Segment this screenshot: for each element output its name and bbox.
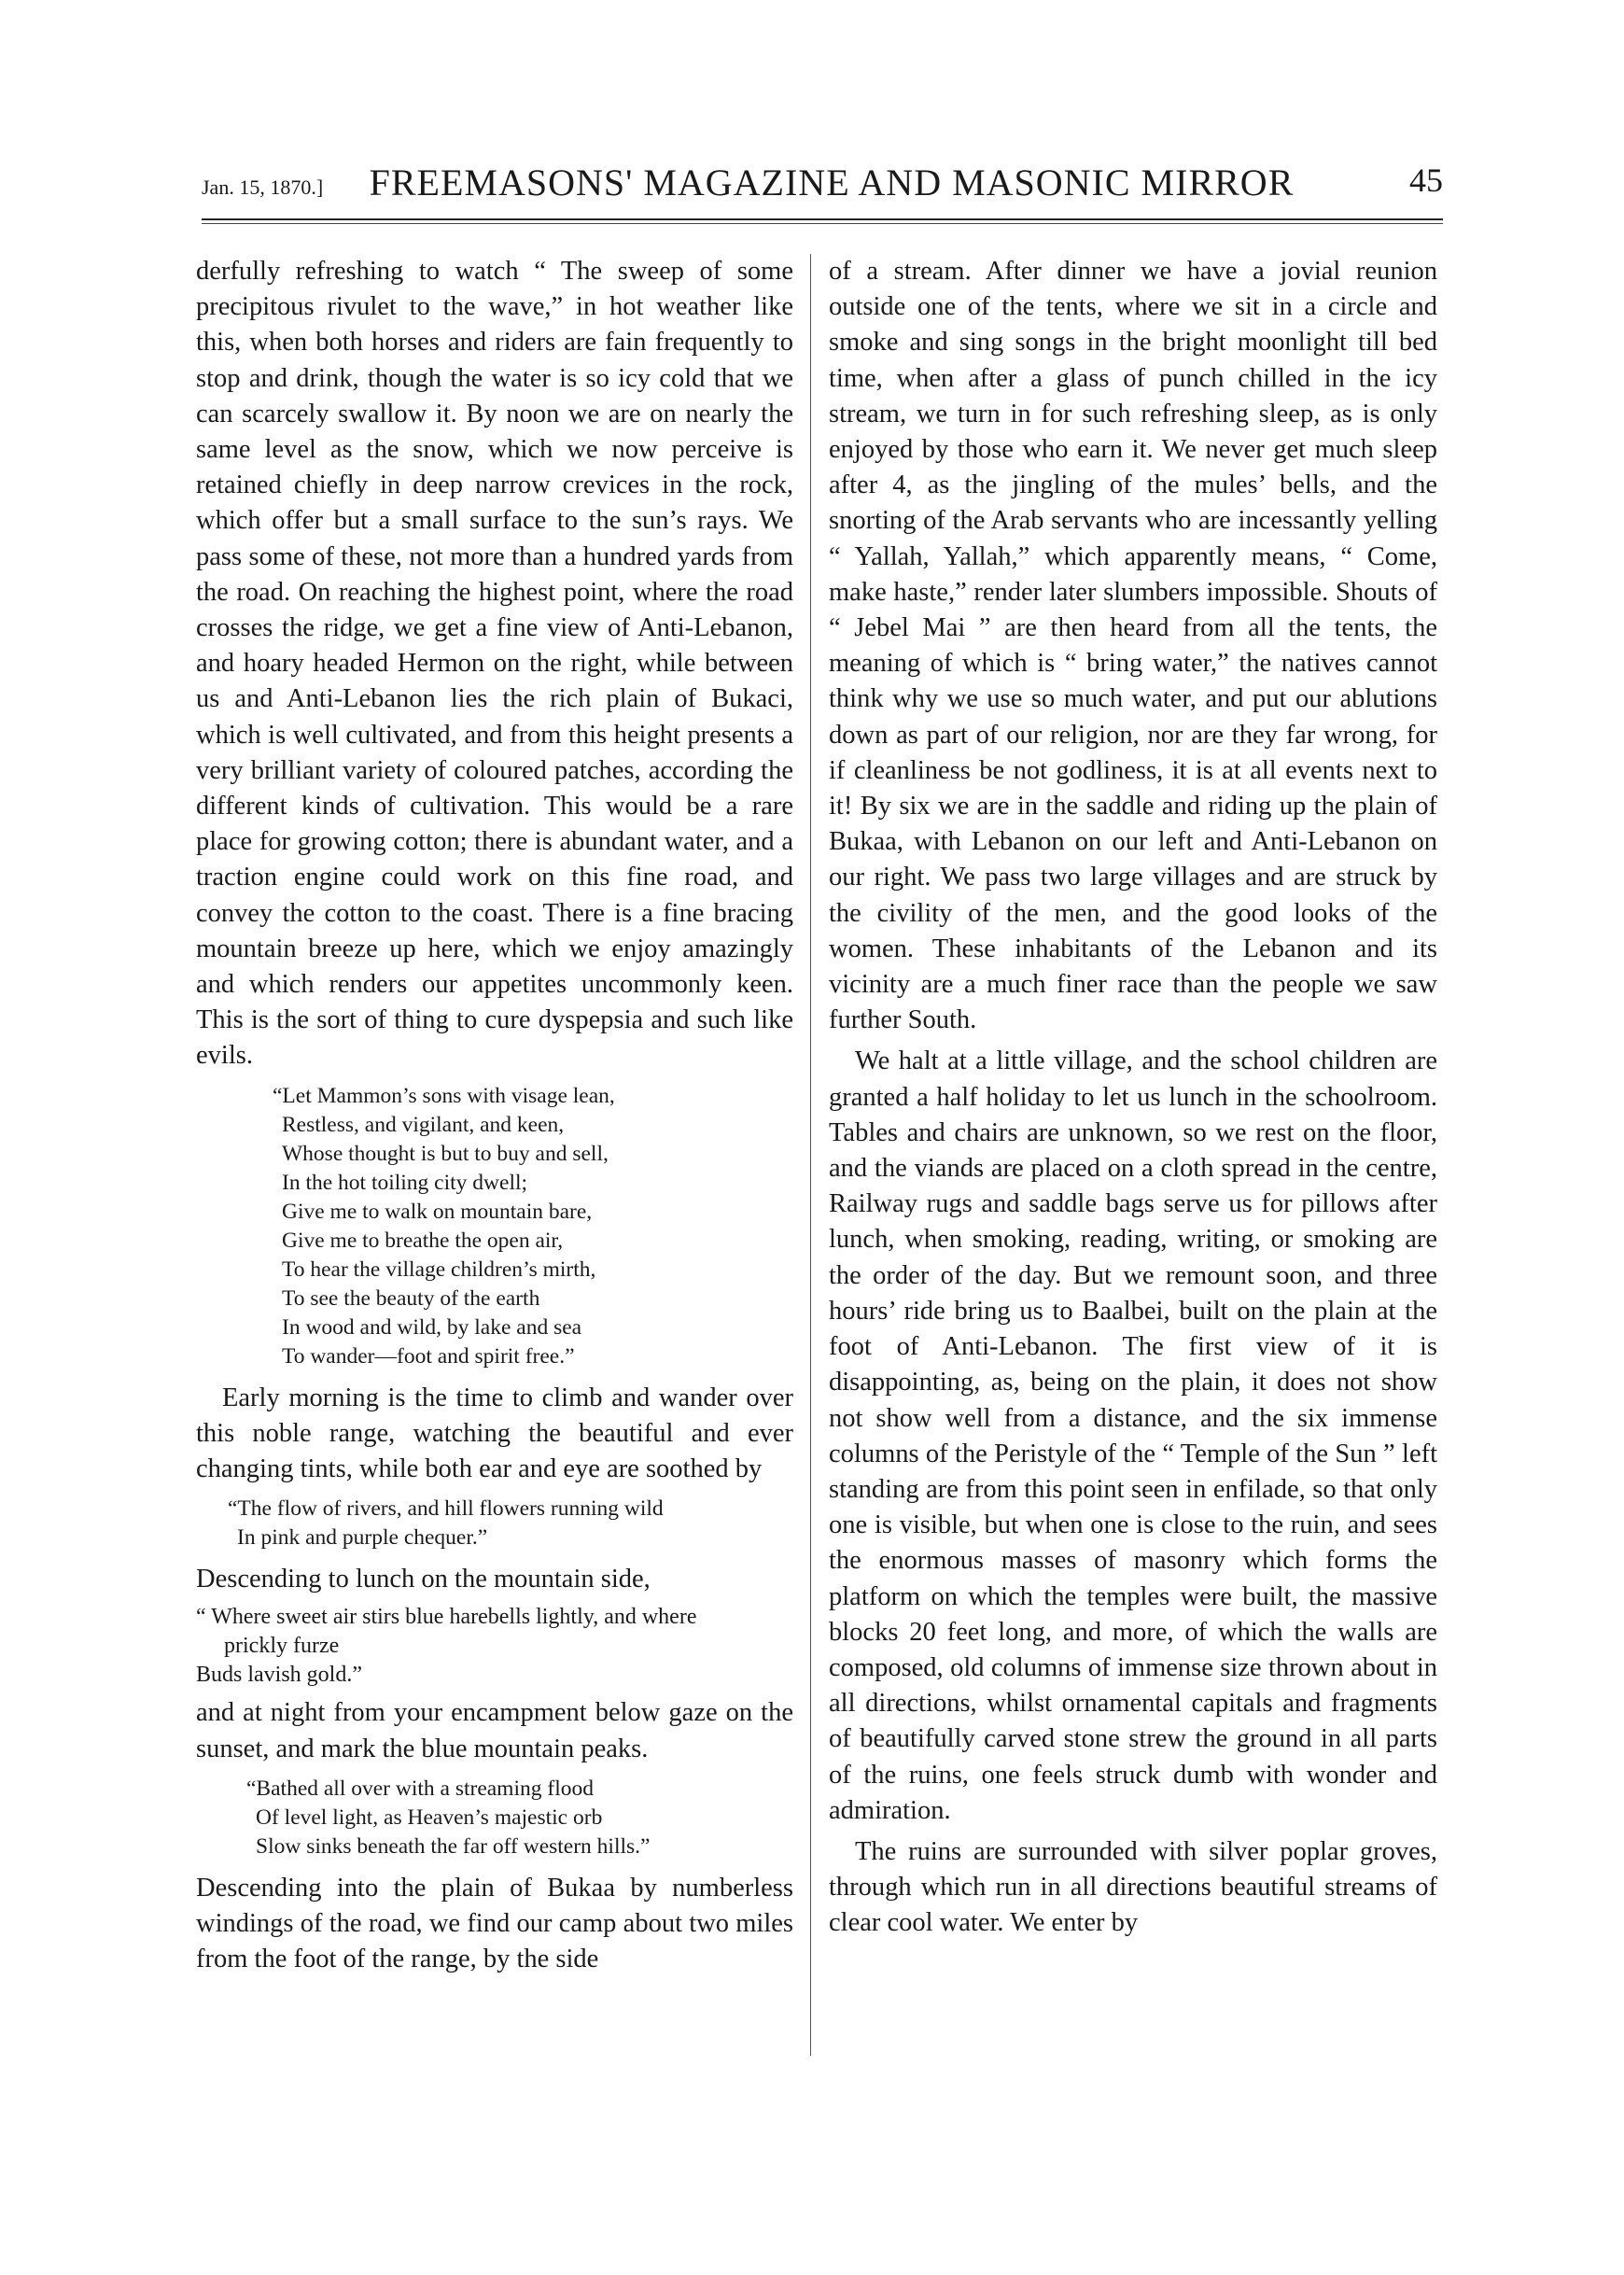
paragraph: and at night from your encampment below gaze on the sunset, and mark the blue mountain peaks. (196, 1698, 793, 1763)
paragraph: Early morning is the time to climb and wander over this noble range, watching the beautiful and ever changing tints, while both ear and eye are soothed by (196, 1383, 793, 1484)
paragraph: derfully refreshing to watch “ The sweep of some precipitous rivulet to the wave,” in hot weather like this, when both horses and riders are fain frequently to stop and drink, though the water is so icy cold that we can scarcely swallow it. By noon we are on nearly the same level as the snow, which we now perceive is retained chiefly in deep narrow crevices in the rock, which offer but a small surface to the sun’s rays. We pass some of these, not more than a hundred yards from the road. On reaching the highest point, where the road crosses the ridge, we get a fine view of Anti-Lebanon, and hoary headed Hermon on the right, while between us and Anti-Lebanon lies the rich plain of Bukaci, which is well cultivated, and from this height presents a very brilliant variety of coloured patches, according the different kinds of cultivation. This would be a rare place for growing cotton; there is abundant water, and a traction engine could work on this fine road, and convey the cotton to the coast. There is a fine bracing mountain breeze up here, which we enjoy amazingly and which renders our appetites uncommonly keen. This is the sort of thing to cure dyspepsia and such like evils. (196, 257, 793, 1071)
left-column (196, 254, 793, 1984)
verse-line: Restless, and vigilant, and keen, (282, 1112, 565, 1137)
verse-line: Slow sinks beneath the far off western hills.” (256, 1833, 651, 1859)
paragraph: We halt at a little village, and the school children are granted a half holiday to let us lunch in the schoolroom. Tables and chairs are unknown, so we rest on the floor, and the viands are placed on a cloth spread in the centre, Railway rugs and saddle bags serve us for pillows after lunch, when smoking, reading, writing, or smoking are the order of the day. But we remount soon, and three hours’ ride bring us to Baalbei, built on the plain at the foot of Anti-Lebanon. The first view of it is disappointing, as, being on the plain, it does not show not show well from a distance, and the six immense columns of the Peristyle of the “ Temple of the Sun ” left standing are from this point seen in enfilade, so that only one is visible, but when one is close to the ruin, and sees the enormous masses of masonry which forms the platform on which the temples were built, the massive blocks 20 feet long, and more, of which the walls are composed, old columns of immense size thrown about in all directions, whilst ornamental capitals and fragments of beautifully carved stone strew the ground in all parts of the ruins, one feels struck dumb with wonder and admiration. (829, 1046, 1437, 1825)
verse-quote (196, 1603, 793, 1690)
column-divider (810, 254, 811, 2056)
verse-line: To wander—foot and spirit free.” (282, 1343, 575, 1369)
verse-line: Give me to breathe the open air, (282, 1228, 564, 1253)
verse-quote (196, 1082, 793, 1371)
verse-line: Whose thought is but to buy and sell, (282, 1141, 609, 1166)
verse-line: In the hot toiling city dwell; (282, 1170, 528, 1195)
right-column (829, 254, 1437, 1947)
verse-line: In pink and purple chequer.” (237, 1525, 488, 1551)
verse-line: Of level light, as Heaven’s majestic orb (256, 1805, 603, 1830)
verse-line: To see the beauty of the earth (282, 1285, 540, 1311)
paragraph: of a stream. After dinner we have a jovial reunion outside one of the tents, where we sit in a circle and smoke and sing songs in the bright moonlight till bed time, when after a glass of punch chilled in the icy stream, we turn in for such refreshing sleep, as is only enjoyed by those who earn it. We never get much sleep after 4, as the jingling of the mules’ bells, and the snorting of the Arab servants who are incessantly yelling “ Yallah, Yallah,” which apparently means, “ Come, make haste,” render later slumbers impossible. Shouts of “ Jebel Mai ” are then heard from all the tents, the meaning of which is “ bring water,” the natives cannot think why we use so much water, and put our ablutions down as part of our religion, nor are they far wrong, for if cleanliness be not godliness, it is at all events next to it! By six we are in the saddle and riding up the plain of Bukaa, with Lebanon on our left and Anti-Lebanon on our right. We pass two large villages and are struck by the civility of the men, and the good looks of the women. These inhabitants of the Lebanon and its vicinity are a much finer race than the people we saw further South. (829, 257, 1437, 1035)
verse-line: In wood and wild, by lake and sea (282, 1314, 582, 1340)
verse-line: “The flow of rivers, and hill flowers running wild (228, 1496, 664, 1522)
header-rule-thin (202, 223, 1443, 224)
verse-line: “ Where sweet air stirs blue harebells lightly, and where (196, 1605, 697, 1630)
verse-line: Give me to walk on mountain bare, (282, 1199, 593, 1224)
page-number: 45 (1409, 161, 1443, 199)
verse-quote (196, 1495, 793, 1552)
issue-date: Jan. 15, 1870.] (202, 176, 324, 199)
verse-line: “Let Mammon’s sons with visage lean, (273, 1083, 615, 1108)
verse-line: To hear the village children’s mirth, (282, 1257, 596, 1282)
running-header (202, 157, 1443, 213)
magazine-title: FREEMASONS' MAGAZINE AND MASONIC MIRROR (369, 161, 1295, 204)
paragraph: Descending to lunch on the mountain side, (196, 1565, 651, 1594)
header-rule-thick (202, 218, 1443, 220)
verse-line: Buds lavish gold.” (196, 1663, 362, 1688)
verse-quote (196, 1775, 793, 1861)
verse-line: prickly furze (224, 1634, 340, 1659)
verse-line: “Bathed all over with a streaming flood (246, 1776, 594, 1801)
paragraph: The ruins are surrounded with silver poplar groves, through which run in all directions beautiful streams of clear cool water. We enter by (829, 1836, 1437, 1938)
paragraph: Descending into the plain of Bukaa by numberless windings of the road, we find our camp about two miles from the foot of the range, by the side (196, 1873, 793, 1974)
